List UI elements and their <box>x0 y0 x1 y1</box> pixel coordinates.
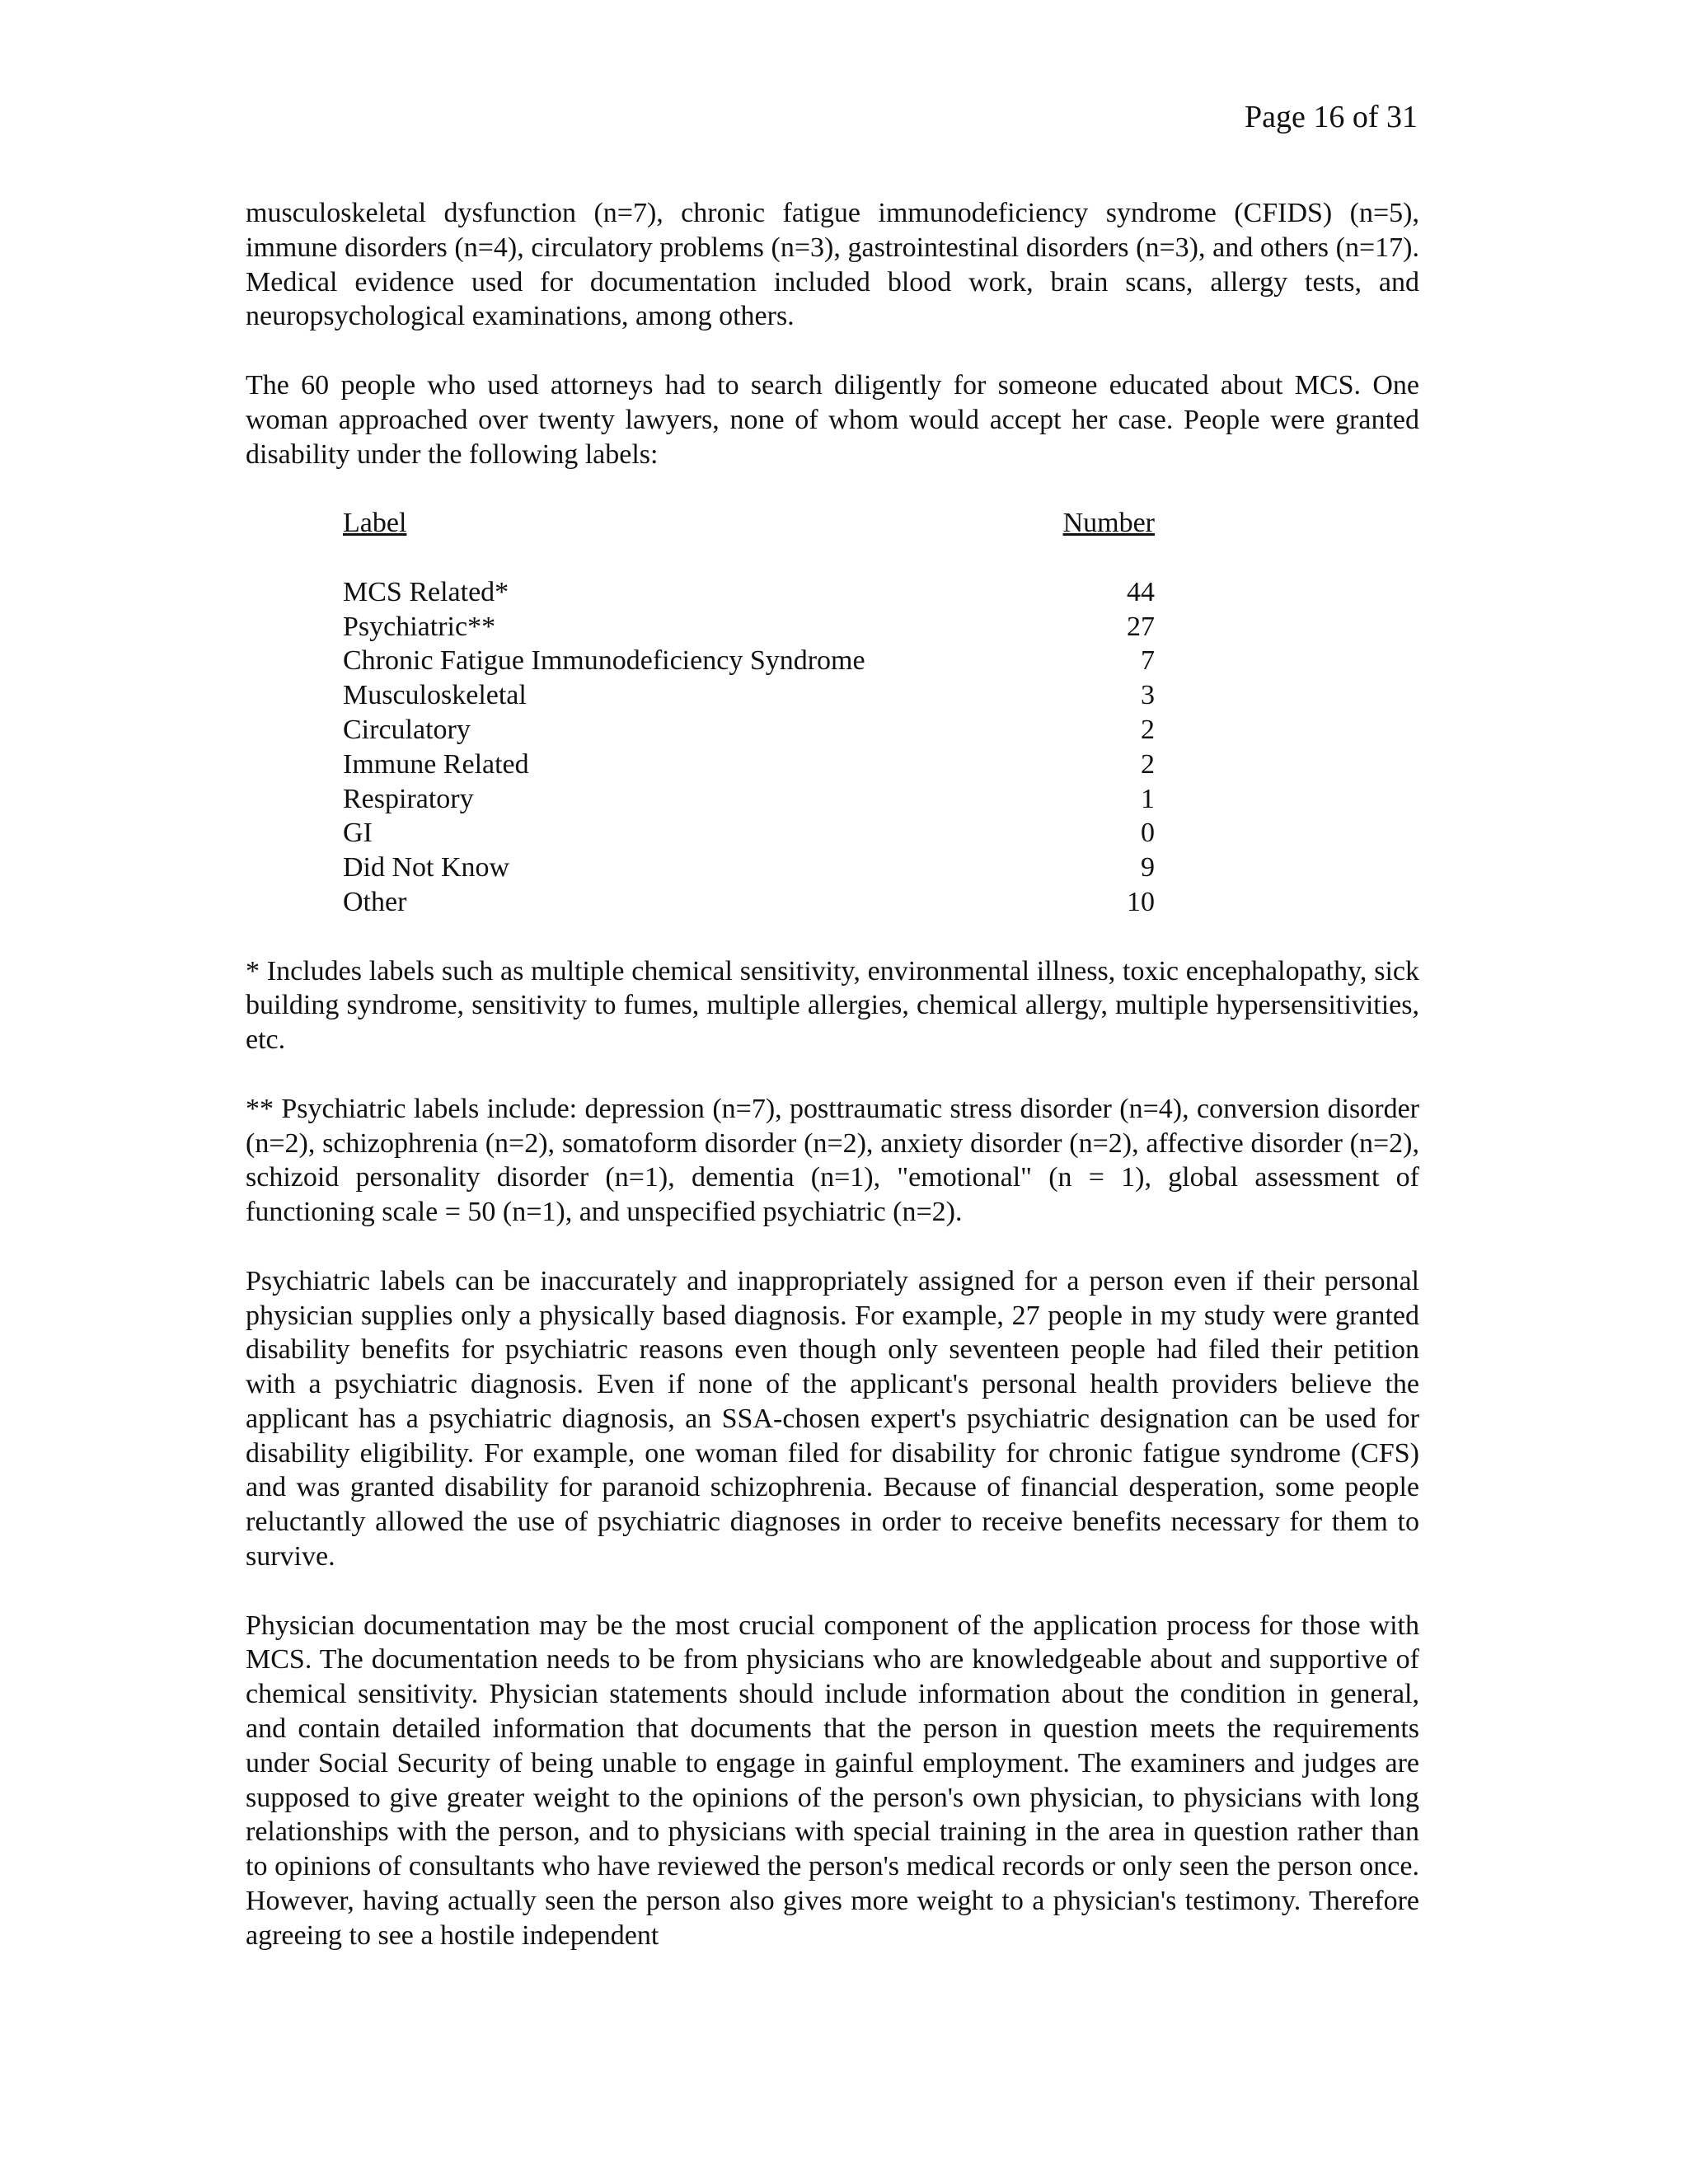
table-row <box>343 678 1155 713</box>
row-number: 0 <box>1141 818 1155 849</box>
page-number: Page 16 of 31 <box>1244 100 1418 134</box>
disability-labels-table <box>343 506 1155 920</box>
paragraph-2: The 60 people who used attorneys had to search diligently for someone educated about MCS. One woman approached over twenty lawyers, none of whom would accept her case. People were granted disability under the following labels: <box>246 369 1419 470</box>
table-header-row <box>343 506 1155 575</box>
row-label: MCS Related* <box>343 576 509 607</box>
row-number: 3 <box>1141 680 1155 711</box>
table-row <box>343 610 1155 644</box>
row-label: Psychiatric** <box>343 611 496 642</box>
row-number: 2 <box>1141 714 1155 745</box>
number-column-header: Number <box>1062 508 1155 539</box>
row-number: 27 <box>1127 611 1155 642</box>
row-label: Chronic Fatigue Immunodeficiency Syndrome <box>343 645 865 677</box>
row-label: Circulatory <box>343 714 471 745</box>
row-number: 44 <box>1127 576 1155 607</box>
table-row <box>343 644 1155 678</box>
paragraph-1: musculoskeletal dysfunction (n=7), chronic fatigue immunodeficiency syndrome (CFIDS) (n=5), immune disorders (n=4), circulatory problems (n=3), gastrointestinal disorders (n=3), and others (n=17). Medical evidence used for documentation included blood work, brain scans, allergy tests, and neuropsychological examinations, among others. <box>246 198 1419 332</box>
row-label: Immune Related <box>343 748 529 780</box>
table-row <box>343 885 1155 920</box>
table-row <box>343 575 1155 610</box>
table-row <box>343 851 1155 885</box>
table-row <box>343 816 1155 851</box>
row-number: 2 <box>1141 748 1155 780</box>
row-label: GI <box>343 818 373 849</box>
table-row <box>343 748 1155 782</box>
row-number: 10 <box>1127 886 1155 917</box>
table-row <box>343 713 1155 748</box>
row-number: 1 <box>1141 783 1155 814</box>
row-number: 7 <box>1141 645 1155 677</box>
paragraph-3: Psychiatric labels can be inaccurately and inappropriately assigned for a person even if their personal physician supplies only a physically based diagnosis. For example, 27 people in my study were granted disability benefits for psychiatric reasons even though only seventeen people had filed their petition with a psychiatric diagnosis. Even if none of the applicant's personal health providers believe the applicant has a psychiatric diagnosis, an SSA-chosen expert's psychiatric designation can be used for disability eligibility. For example, one woman filed for disability for chronic fatigue syndrome (CFS) and was granted disability for paranoid schizophrenia. Because of financial desperation, some people reluctantly allowed the use of psychiatric diagnoses in order to receive benefits necessary for them to survive. <box>246 1265 1419 1572</box>
row-number: 9 <box>1141 852 1155 883</box>
row-label: Did Not Know <box>343 852 510 883</box>
document-body <box>246 196 1419 1987</box>
footnote-psychiatric: ** Psychiatric labels include: depression (n=7), posttraumatic stress disorder (n=4), conversion disorder (n=2), schizophrenia (n=2), somatoform disorder (n=2), anxiety disorder (n=2), affective disorder (n=2), schizoid personality disorder (n=1), dementia (n=1), "emotional" (n = 1), global assessment of functioning scale = 50 (n=1), and unspecified psychiatric (n=2). <box>246 1093 1419 1228</box>
row-label: Respiratory <box>343 783 474 814</box>
row-label: Other <box>343 886 407 917</box>
footnote-mcs-related: * Includes labels such as multiple chemical sensitivity, environmental illness, toxic encephalopathy, sick building syndrome, sensitivity to fumes, multiple allergies, chemical allergy, multiple hypersensitivities, etc. <box>246 955 1419 1056</box>
label-column-header: Label <box>343 508 407 539</box>
table-row <box>343 782 1155 817</box>
row-label: Musculoskeletal <box>343 680 527 711</box>
paragraph-4: Physician documentation may be the most crucial component of the application process for those with MCS. The documentation needs to be from physicians who are knowledgeable about and supportive of chemical sensitivity. Physician statements should include information about the condition in general, and contain detailed information that documents that the person in question meets the requirements under Social Security of being unable to engage in gainful employment. The examiners and judges are supposed to give greater weight to the opinions of the person's own physician, to physicians with long relationships with the person, and to physicians with special training in the area in question rather than to opinions of consultants who have reviewed the person's medical records or only seen the person once. However, having actually seen the person also gives more weight to a physician's testimony. Therefore agreeing to see a hostile independent <box>246 1610 1419 1951</box>
